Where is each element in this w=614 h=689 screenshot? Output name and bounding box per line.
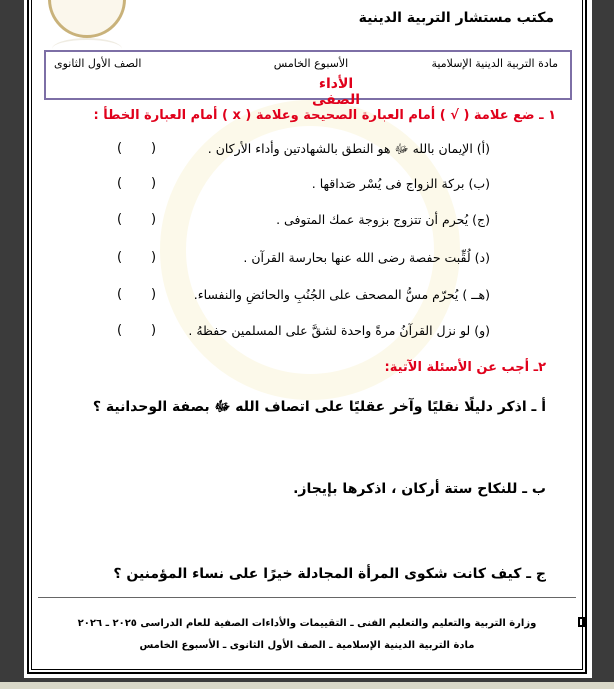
statement-d: (د) لُقِّبت حفصة رضى الله عنها بحارسة القرآن .	[243, 250, 490, 265]
answer-bracket[interactable]: ( )	[117, 141, 157, 156]
answer-bracket[interactable]: ( )	[117, 176, 157, 191]
week-label: الأسبوع الخامس	[273, 57, 349, 70]
performance-title: الأداء الصفى	[311, 76, 361, 108]
statement-a: (أ) الإيمان بالله ﷻ هو النطق بالشهادتين وأداء الأركان .	[207, 141, 490, 156]
section1-heading: ١ ـ ضع علامة ( √ ) أمام العبارة الصحيحة وعلامة ( x ) أمام العبارة الخطأ :	[93, 108, 556, 123]
question-a: أ ـ اذكر دليلًا نقليًا وآخر عقليًا على اتصاف الله ﷻ بصفة الوحدانية ؟	[92, 399, 546, 415]
answer-bracket[interactable]: ( )	[117, 212, 157, 227]
answer-bracket[interactable]: ( )	[117, 287, 157, 302]
office-title: مكتب مستشار التربية الدينية	[358, 10, 554, 26]
footer-line-2: مادة التربية الدينية الإسلامية ـ الصف الأول الثانوى ـ الأسبوع الخامس	[139, 640, 475, 651]
bottom-strip	[0, 682, 614, 689]
question-c: ج ـ كيف كانت شكوى المرأة المجادلة خيرًا على نساء المؤمنين ؟	[113, 566, 546, 582]
footer-line-1: وزارة التربية والتعليم والتعليم الفنى ـ التقييمات والأداءات الصفية للعام الدراسى ٢٠٢٥ ـ ٢٠٢٦	[77, 618, 537, 629]
statement-e: (هــ ) يُحرّم مسُّ المصحف على الجُنُبِ والحائضِ والنفساء.	[193, 287, 490, 302]
footer-divider	[38, 597, 576, 598]
subject-label: مادة التربية الدينية الإسلامية	[431, 57, 558, 70]
statement-b: (ب) بركة الزواج فى يُسْر صَداقها .	[311, 176, 490, 191]
statement-c: (ج) يُحرم أن تتزوج بزوجة عمك المتوفى .	[276, 212, 490, 227]
grade-label: الصف الأول الثانوى	[54, 57, 142, 70]
question-b: ب ـ للنكاح ستة أركان ، اذكرها بإيجاز.	[293, 481, 546, 497]
answer-bracket[interactable]: ( )	[117, 250, 157, 265]
square-marker	[578, 617, 585, 627]
answer-bracket[interactable]: ( )	[117, 323, 157, 338]
info-box	[44, 50, 572, 108]
statement-f: (و) لو نزل القرآنُ مرةً واحدة لشقَّ على المسلمين حفظهُ .	[188, 323, 490, 338]
section2-heading: ٢ـ أجب عن الأسئلة الآتية:	[384, 360, 546, 375]
